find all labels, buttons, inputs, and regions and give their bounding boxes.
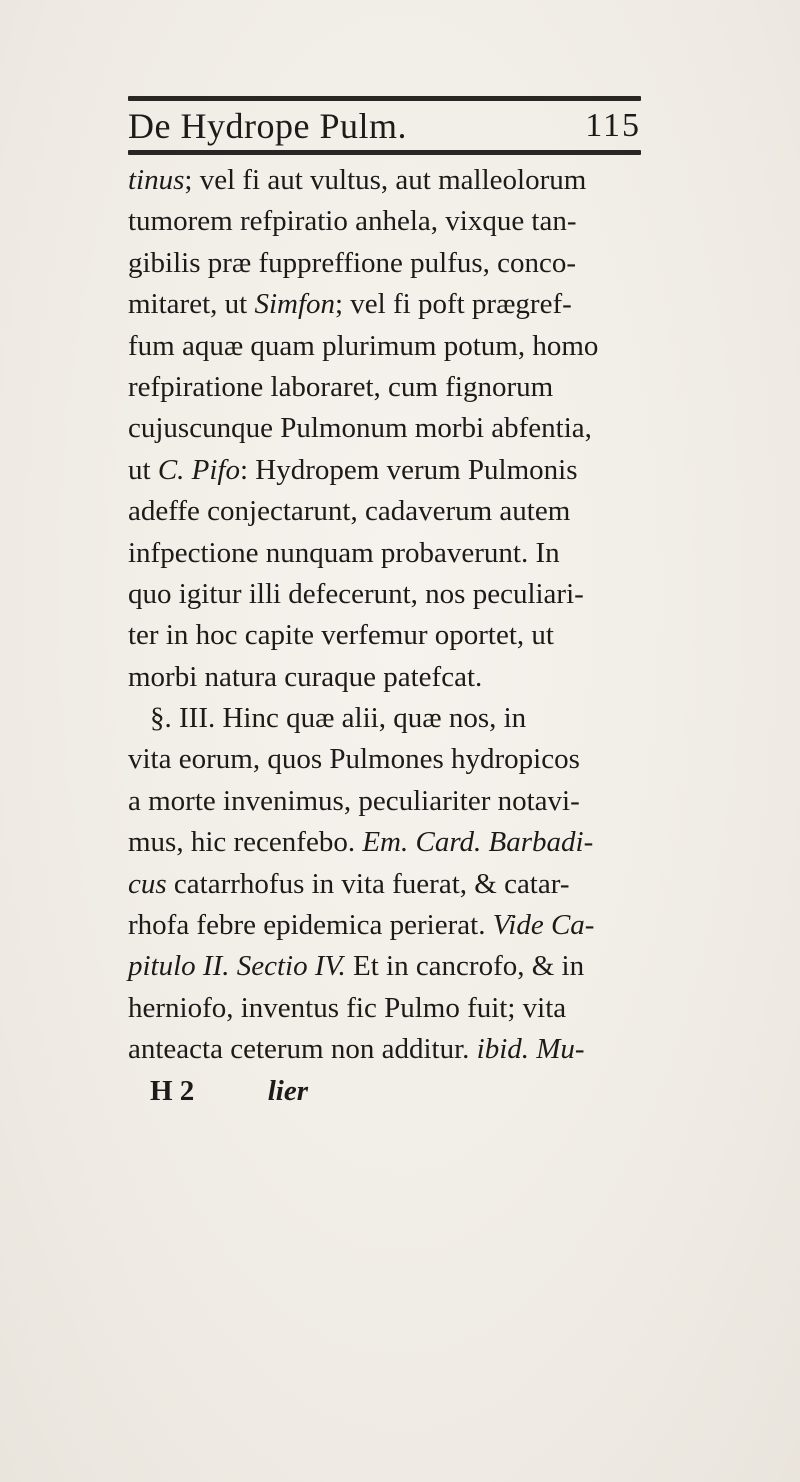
text-line [128,988,648,1029]
text-run: mus, hic recenfebo. [128,826,363,859]
text-line [128,864,648,905]
text-line [128,367,648,408]
text-run: ; vel fi poft prægref- [335,288,572,321]
italic-text: Vide Ca- [492,909,595,942]
text-line [128,284,648,325]
italic-text: Simfon [254,288,335,321]
italic-text: cus [128,867,167,900]
text-run: a morte invenimus, peculiariter notavi- [128,784,580,817]
text-run: quo igitur illi defecerunt, nos peculiari- [128,577,584,610]
italic-text: Em. Card. Barbadi- [362,826,594,859]
text-line [128,615,648,656]
text-run: : Hydropem verum Pulmonis [239,453,578,486]
text-run: ut [128,453,158,486]
text-line [128,739,648,780]
text-run: infpectione nunquam probaverunt. In [128,536,560,569]
text-line [128,574,648,615]
text-run: gibilis præ fuppreffione pulfus, conco- [128,246,577,279]
text-line [128,160,648,201]
text-run: ter in hoc capite verfemur oportet, ut [128,619,554,652]
text-line [128,243,648,284]
text-line [128,408,648,449]
page-footer [128,1071,648,1112]
running-head [128,102,641,150]
text-run: vita eorum, quos Pulmones hydropicos [128,743,580,776]
text-line [128,450,648,491]
text-line [128,781,648,822]
text-run: §. III. Hinc quæ alii, quæ nos, in [150,702,527,735]
page-number: 115 [585,107,641,144]
running-title: De Hydrope Pulm. [128,106,407,146]
text-run: Et in cancrofo, & in [345,950,585,983]
text-run: tumorem refpiratio anhela, vixque tan- [128,205,577,238]
header-rule-bottom [128,150,641,155]
text-run: refpiratione laboraret, cum fignorum [128,370,554,403]
text-line [128,533,648,574]
italic-text: C. Pifo [157,453,240,486]
italic-text: pitulo II. Sectio IV. [128,950,346,983]
text-run: catarrhofus in vita fuerat, & catar- [166,867,570,900]
text-line [128,905,648,946]
text-run: adeffe conjectarunt, cadaverum autem [128,495,571,528]
text-line [128,698,648,739]
signature-mark: H 2 [150,1074,195,1107]
text-run: rhofa febre epidemica perierat. [128,909,493,942]
text-run: mitaret, ut [128,288,255,321]
text-line [128,326,648,367]
text-run: morbi natura curaque patefcat. [128,660,483,693]
text-run: ; vel fi aut vultus, aut malleolorum [184,164,587,196]
text-line [128,491,648,532]
text-run: herniofo, inventus fic Pulmo fuit; vita [128,991,567,1024]
italic-text: tinus [128,164,185,196]
text-line [128,946,648,987]
italic-text: ibid. Mu- [476,1033,585,1066]
header-rule-top [128,96,641,101]
text-line [128,1029,648,1070]
text-line [128,657,648,698]
text-line [128,822,648,863]
text-run: cujuscunque Pulmonum morbi abfentia, [128,412,592,445]
catchword: lier [267,1074,308,1107]
text-run: fum aquæ quam plurimum potum, homo [128,329,599,362]
text-run: anteacta ceterum non additur. [128,1033,477,1066]
body-text [128,160,648,1112]
text-line [128,201,648,242]
